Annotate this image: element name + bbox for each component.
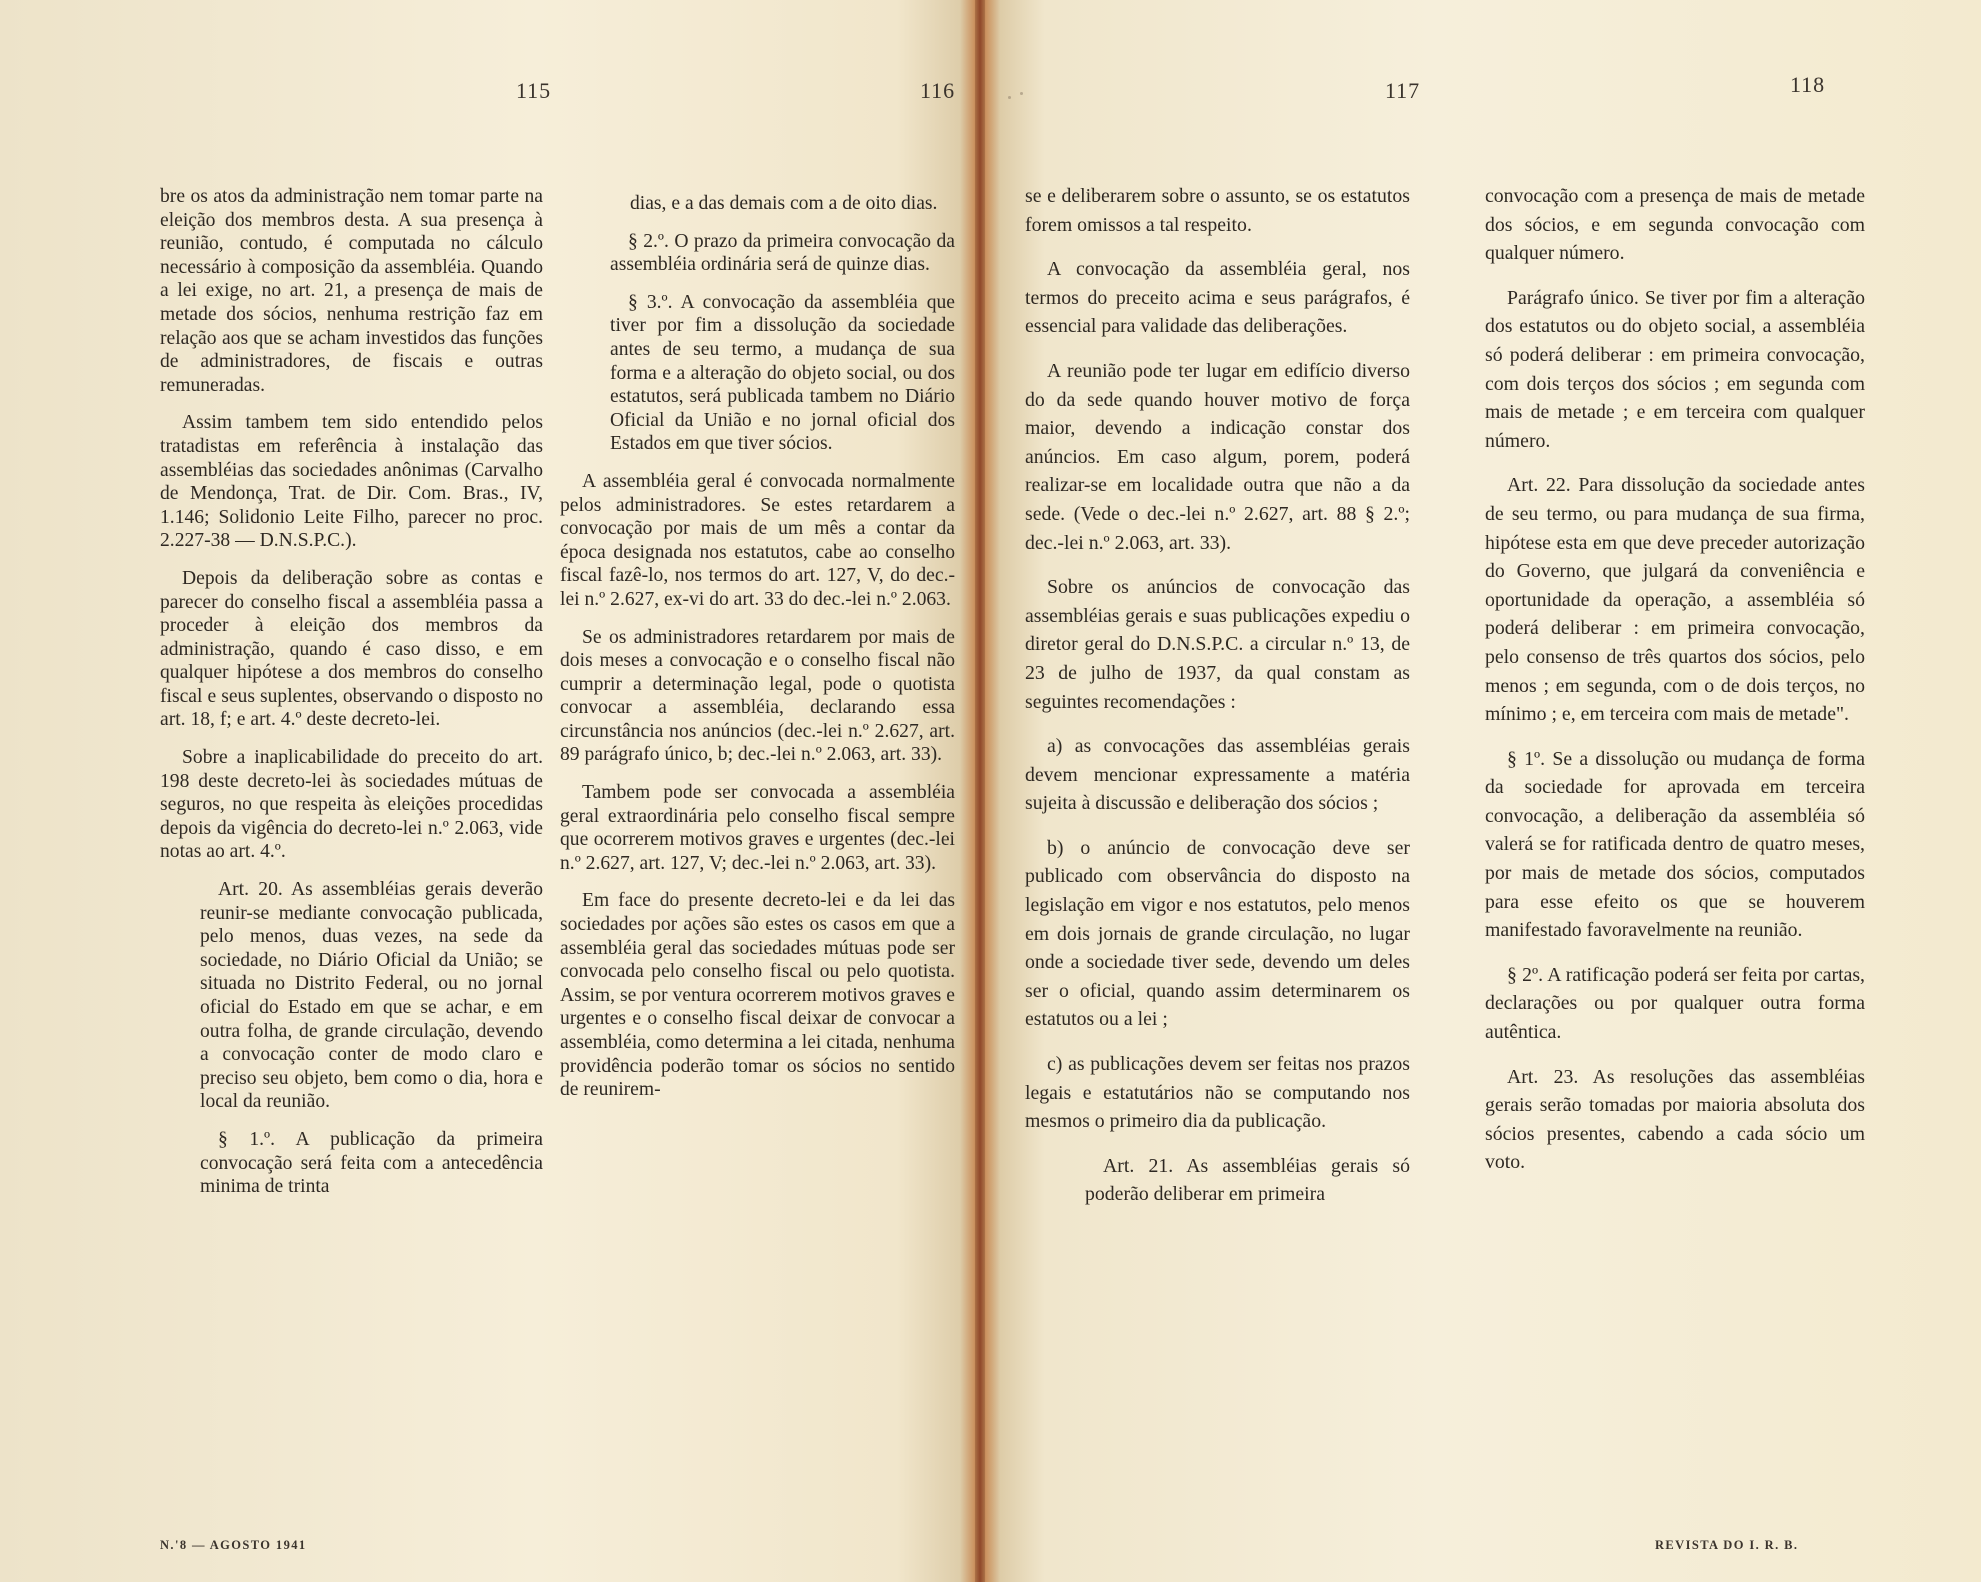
paragraph: Tambem pode ser convocada a assembléia geral extraordinária pelo conselho fiscal sempre que ocorrerem motivos graves e urgentes (dec.-lei n.º 2.627, art. 127, V; dec.-lei n.º 2.063, art. 33).	[560, 782, 955, 874]
paragraph: Assim tambem tem sido entendido pelos tratadistas em referência à instalação das assembléias das sociedades anônimas (Carvalho de Mendonça, Trat. de Dir. Com. Bras., IV, 1.146; Solidonio Leite Filho, parecer no proc. 2.227-38 — D.N.S.P.C.).	[160, 412, 543, 552]
paragraph: A assembléia geral é convocada normalmente pelos administradores. Se estes retardarem a convocação por mais de um mês a contar da época designada nos estatutos, cabe ao conselho fiscal fazê-lo, nos termos do art. 127, V, do dec.-lei n.º 2.627, ex-vi do art. 33 do dec.-lei n.º 2.063.	[560, 470, 955, 610]
paragraph: A convocação da assembléia geral, nos termos do preceito acima e seus parágrafos, é essencial para validade das deliberações.	[1025, 258, 1410, 338]
page-speck	[1008, 96, 1011, 99]
law-article-23: Art. 23. As resoluções das assembléias gerais serão tomadas por maioria absoluta dos sócios presentes, cabendo a cada sócio um voto.	[1485, 1065, 1865, 1174]
paragraph: bre os atos da administração nem tomar parte na eleição dos membros desta. A sua presença à reunião, contudo, é computada no cálculo necessário à composição da assembléia. Quando a lei exige, no art. 21, a presença de mais de metade dos sócios, nenhuma restrição faz em relação aos que se acham investidos das funções de administradores, de fiscais e outras remuneradas.	[160, 186, 543, 396]
page-number-116: 116	[920, 78, 956, 103]
footer-issue: N.'8 — AGOSTO 1941	[160, 1538, 307, 1552]
recommendation-c: c) as publicações devem ser feitas nos prazos legais e estatutários não se computando nos mesmos o primeiro dia da publicação.	[1025, 1053, 1410, 1133]
law-continuation: dias, e a das demais com a de oito dias.	[630, 193, 938, 214]
page-number-118: 118	[1790, 72, 1826, 97]
column-page-118	[1485, 182, 1865, 1193]
law-paragraph-1: § 1.º. A publicação da primeira convocação será feita com a antecedência minima de trinta	[200, 1128, 543, 1198]
law-article-21: Art. 21. As assembléias gerais só poderão deliberar em primeira	[1085, 1154, 1410, 1206]
paragraph: A reunião pode ter lugar em edifício diverso do da sede quando houver motivo de força maior, devendo a indicação constar dos anúncios. Em caso algum, porem, poderá realizar-se em localidade outra que não a da sede. (Vede o dec.-lei n.º 2.627, art. 88 § 2.º; dec.-lei n.º 2.063, art. 33).	[1025, 359, 1410, 554]
recommendation-a: a) as convocações das assembléias gerais devem mencionar expressamente a matéria sujeita à discussão e deliberação dos sócios ;	[1025, 735, 1410, 815]
paragraph: Depois da deliberação sobre as contas e parecer do conselho fiscal a assembléia passa a proceder à eleição dos membros da administração, quando é caso disso, e em qualquer hipótese a dos membros do conselho fiscal e seus suplentes, observando o disposto no art. 18, f; e art. 4.º deste decreto-lei.	[160, 567, 543, 731]
page-speck	[1020, 92, 1023, 95]
column-page-115	[160, 185, 543, 1213]
page-number-115: 115	[516, 78, 552, 103]
paragraph: Sobre os anúncios de convocação das assembléias gerais e suas publicações expediu o diretor geral do D.N.S.P.C. a circular n.º 13, de 23 de julho de 1937, da qual constam as seguintes recomendações :	[1025, 576, 1410, 713]
law-paragraph-unico: Parágrafo único. Se tiver por fim a alteração dos estatutos ou do objeto social, a assembléia só poderá deliberar : em primeira convocação, com dois terços dos sócios ; em segunda com mais de metade ; e em terceira com qualquer número.	[1485, 286, 1865, 452]
law-article-22: Art. 22. Para dissolução da sociedade antes de seu termo, ou para mudança de sua firma, hipótese esta em que deve preceder autorização do Governo, que julgará da conveniência e oportunidade da operação, a assembléia só poderá deliberar : em primeira convocação, pelo consenso de três quartos dos sócios, pelo menos ; em segunda, com o de dois terços, no mínimo ; e, em terceira com mais de metade".	[1485, 474, 1865, 726]
paragraph: Se os administradores retardarem por mais de dois meses a convocação e o conselho fiscal não cumprir a determinação legal, pode o quotista convocar a assembléia, declarando essa circunstância nos anúncios (dec.-lei n.º 2.627, art. 89 parágrafo único, b; dec.-lei n.º 2.063, art. 33).	[560, 626, 955, 766]
footer-journal: REVISTA DO I. R. B.	[1655, 1538, 1799, 1552]
law-paragraph-1: § 1º. Se a dissolução ou mudança de forma da sociedade for aprovada em terceira convocação, a deliberação da assembléia só valerá se for ratificada dentro de quatro meses, por mais de metade dos sócios, computados para esse efeito os que se houverem manifestado favoravelmente na reunião.	[1485, 747, 1865, 942]
law-paragraph-2: § 2º. A ratificação poderá ser feita por cartas, declarações ou por qualquer outra forma autêntica.	[1485, 963, 1865, 1044]
paragraph: Em face do presente decreto-lei e da lei das sociedades por ações são estes os casos em que a assembléia geral das sociedades mútuas pode ser convocada pelo conselho fiscal ou pelo quotista. Assim, se por ventura ocorrerem motivos graves e urgentes e o conselho fiscal deixar de convocar a assembléia, como determina a lei citada, nenhuma providência poderão tomar os sócios no sentido de reunirem-	[560, 890, 955, 1101]
right-page	[985, 0, 1981, 1582]
paragraph: se e deliberarem sobre o assunto, se os estatutos forem omissos a tal respeito.	[1025, 185, 1410, 236]
law-paragraph-2: § 2.º. O prazo da primeira convocação da assembléia ordinária será de quinze dias.	[610, 230, 955, 276]
left-page	[0, 0, 975, 1582]
law-paragraph-3: § 3.º. A convocação da assembléia que tiver por fim a dissolução da sociedade antes de seu termo, a mudança de sua forma e a alteração do objeto social, ou dos estatutos, será publicada tambem no Diário Oficial da União e no jornal oficial dos Estados em que tiver sócios.	[610, 291, 955, 455]
column-page-116	[560, 192, 955, 1116]
book-gutter	[960, 0, 1000, 1582]
law-continuation: convocação com a presença de mais de metade dos sócios, e em segunda convocação com qualquer número.	[1485, 185, 1865, 265]
paragraph: Sobre a inaplicabilidade do preceito do art. 198 deste decreto-lei às sociedades mútuas de seguros, no que respeita às eleições procedidas depois da vigência do decreto-lei n.º 2.063, vide notas ao art. 4.º.	[160, 747, 543, 863]
column-page-117	[1025, 182, 1410, 1225]
page-number-117: 117	[1385, 78, 1421, 103]
recommendation-b: b) o anúncio de convocação deve ser publicado com observância do disposto na legislação em vigor e nos estatutos, pelo menos em dois jornais de grande circulação, no lugar onde a sociedade tiver sede, devendo um deles ser o oficial, quando assim determinarem os estatutos ou a lei ;	[1025, 836, 1410, 1031]
law-article-20: Art. 20. As assembléias gerais deverão reunir-se mediante convocação publicada, pelo menos, duas vezes, na sede da sociedade, no Diário Oficial da União; se situada no Distrito Federal, ou no jornal oficial do Estado em que se achar, e em outra folha, de grande circulação, devendo a convocação conter de modo claro e preciso seu objeto, bem como o dia, hora e local da reunião.	[200, 879, 543, 1113]
